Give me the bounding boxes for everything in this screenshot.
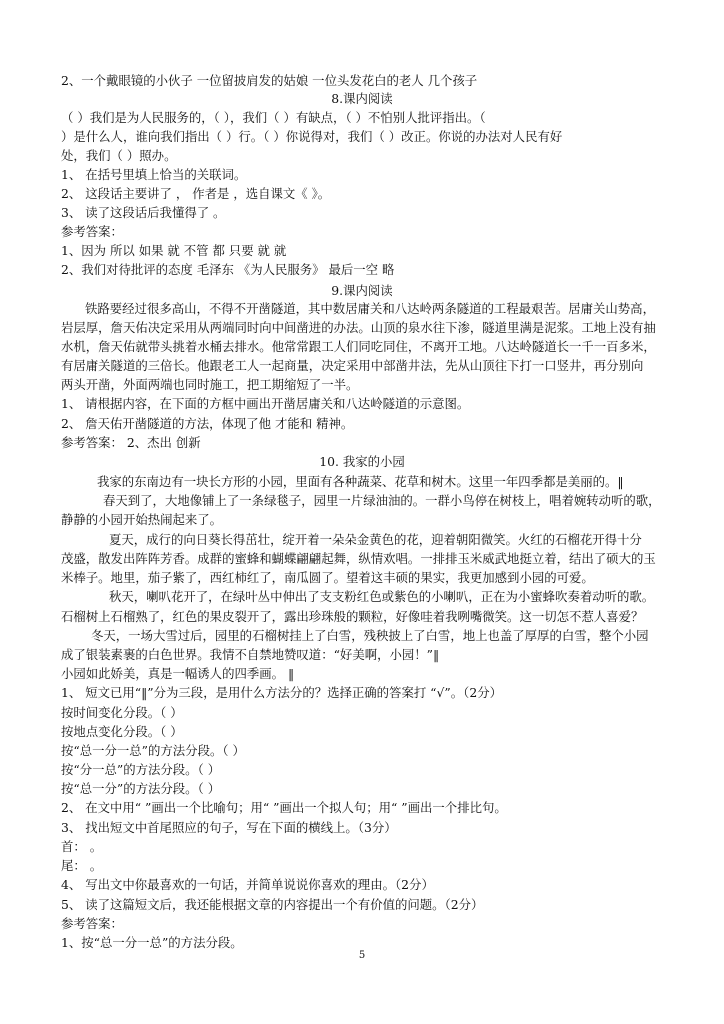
text-line-18: 1、 请根据内容，在下面的方框中画出开凿居庸关和八达岭隧道的示意图。 (61, 396, 470, 411)
text-line-14: 岩层厚，詹天佑决定采用从两端同时向中间凿进的办法。山顶的泉水往下渗，隧道里满是泥浆。工地上没有抽 (61, 320, 656, 335)
text-line-37: 按“分一总”的方法分段。（ ） (61, 762, 221, 777)
text-line-20: 参考答案： 2、杰出 创新 (61, 435, 201, 450)
text-line-43: 4、 写出文中你最喜欢的一句话，并简单说说你喜欢的理由。（2分） (61, 877, 434, 892)
text-line-17: 两头开凿，外面两端也同时施工，把工期缩短了一半。 (61, 377, 359, 392)
text-line-39: 2、 在文中用“ ”画出一个比喻句；用“ ”画出一个拟人句；用“ ”画出一个排比句。 (61, 800, 507, 815)
text-line-4: ）是什么人，谁向我们指出（ ）行。（ ）你说得对，我们（ ）改正。你说的办法对人民有好 (61, 129, 563, 144)
text-line-38: 按“总一分”的方法分段。（ ） (61, 781, 221, 796)
text-line-8: 3、 读了这段话后我懂得了 。 (61, 205, 226, 220)
text-line-26: 茂盛，散发出阵阵芳香。成群的蜜蜂和蝴蝶翩翩起舞，纵情欢唱。一排排玉米威武地挺立着，结出了硕大的玉 (61, 551, 656, 566)
text-line-40: 3、 找出短文中首尾照应的句子，写在下面的横线上。（3分） (61, 820, 397, 835)
text-line-21: 10. 我家的小园 (319, 454, 405, 469)
text-line-33: 1、 短文已用“‖”分为三段，是用什么方法分的？选择正确的答案打 “√”。（2分） (61, 685, 502, 700)
text-line-45: 参考答案： (61, 916, 123, 931)
text-line-23: 春天到了，大地像铺上了一条绿毯子，园里一片绿油油的。一群小鸟停在树枝上，唱着婉转动听的歌， (103, 493, 661, 508)
text-line-31: 成了银装素裹的白色世界。我情不自禁地赞叹道：“好美啊，小园！”‖ (61, 647, 440, 662)
text-line-41: 首： 。 (61, 839, 103, 854)
text-line-46: 1、按“总一分一总”的方法分段。 (61, 935, 243, 950)
text-line-36: 按“总一分一总”的方法分段。（ ） (61, 743, 245, 758)
text-line-16: 有居庸关隧道的三倍长。他跟老工人一起商量，决定采用中部凿井法，先从山顶往下打一口竖井，再分别向 (61, 358, 644, 373)
text-line-35: 按地点变化分段。（ ） (61, 724, 183, 739)
text-line-7: 2、 这段话主要讲了 ， 作者是 ，选自课文《 》。 (61, 186, 331, 201)
text-line-34: 按时间变化分段。（ ） (61, 705, 183, 720)
text-line-10: 1、因为 所以 如果 就 不管 都 只要 就 就 (61, 243, 287, 258)
text-line-12: 9.课内阅读 (331, 283, 393, 298)
text-line-5: 处，我们（ ）照办。 (61, 148, 177, 163)
text-line-28: 秋天，喇叭花开了，在绿叶丛中伸出了支支粉红色或紫色的小喇叭，正在为小蜜蜂吹奏着动听的歌。 (109, 589, 655, 604)
text-line-44: 5、 读了这篇短文后，我还能根据文章的内容提出一个有价值的问题。（2分） (61, 897, 484, 912)
text-line-27: 米棒子。地里，茄子紫了，西红柿红了，南瓜圆了。望着这丰硕的果实，我更加感到小园的可爱。 (61, 570, 594, 585)
text-line-29: 石榴树上石榴熟了，红色的果皮裂开了，露出珍珠般的颗粒，好像哇着我咧嘴微笑。这一切怎不惹人喜爱？ (61, 609, 644, 624)
text-line-1: 2、一个戴眼镜的小伙子 一位留披肩发的姑娘 一位头发花白的老人 几个孩子 (61, 73, 478, 88)
text-line-32: 小园如此娇美，真是一幅诱人的四季画。 ‖ (61, 666, 295, 681)
text-line-2: 8.课内阅读 (331, 91, 393, 106)
text-line-9: 参考答案： (61, 224, 123, 239)
page-number: 5 (358, 950, 366, 961)
text-line-3: （ ）我们是为人民服务的，（ ），我们（ ）有缺点，（ ）不怕别人批评指出。（ (61, 110, 486, 125)
text-line-6: 1、 在括号里填上恰当的关联词。 (61, 167, 247, 182)
text-line-30: 冬天，一场大雪过后，园里的石榴树挂上了白雪，残秧披上了白雪，地上也盖了厚厚的白雪，整个小园 (91, 628, 649, 643)
text-line-13: 铁路要经过很多高山，不得不开凿隧道，其中数居庸关和八达岭两条隧道的工程最艰苦。居庸关山势高， (85, 301, 655, 316)
text-line-11: 2、我们对待批评的态度 毛泽东 《为人民服务》 最后一空 略 (61, 262, 395, 277)
text-line-19: 2、 詹天佑开凿隧道的方法，体现了他 才能和 精神。 (61, 416, 354, 431)
text-line-15: 水机，詹天佑就带头挑着水桶去排水。他常常跟工人们同吃同住，不离开工地。八达岭隧道长一千一百多米， (61, 339, 656, 354)
text-line-42: 尾： 。 (61, 858, 103, 873)
text-line-25: 夏天，成行的向日葵长得茁壮，绽开着一朵朵金黄色的花，迎着朝阳微笑。火红的石榴花开得十分 (109, 532, 642, 547)
text-line-22: 我家的东南边有一块长方形的小园，里面有各种蔬菜、花草和树木。这里一年四季都是美丽的。‖ (97, 474, 624, 489)
text-line-24: 静静的小园开始热闹起来了。 (61, 512, 223, 527)
